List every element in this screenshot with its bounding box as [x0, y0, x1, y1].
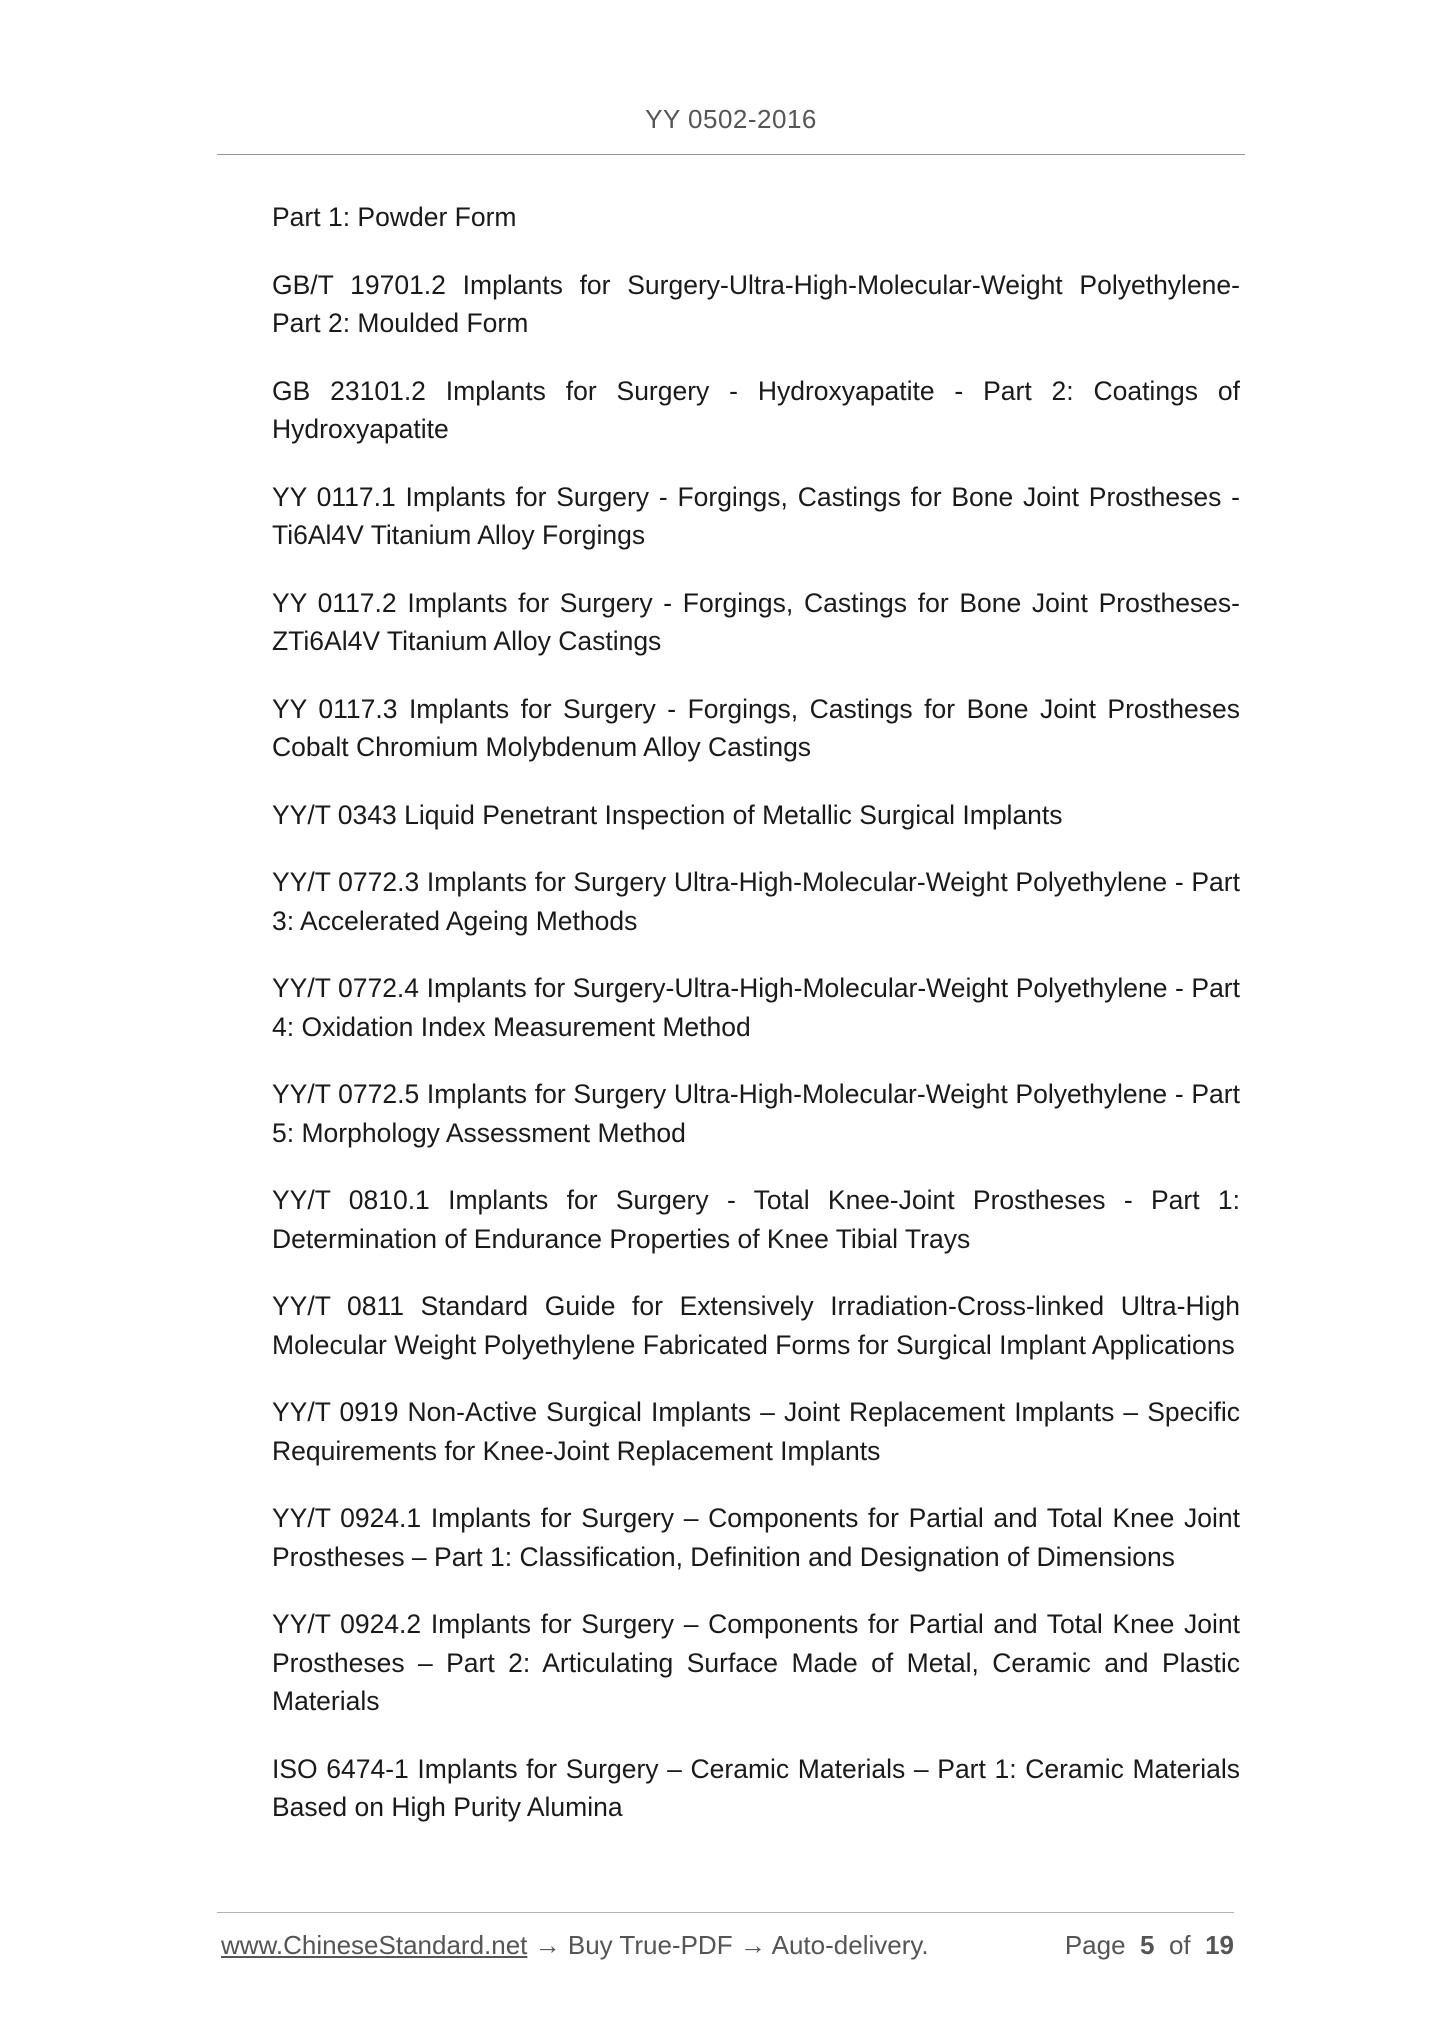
references-list: [272, 198, 1240, 1856]
current-page-number: 5: [1140, 1930, 1155, 1960]
page-indicator: [1065, 1930, 1234, 1961]
reference-item: YY 0117.2 Implants for Surgery - Forgings, Castings for Bone Joint Prostheses- ZTi6Al4V Titanium Alloy Castings: [272, 587, 1240, 656]
reference-item: YY/T 0343 Liquid Penetrant Inspection of Metallic Surgical Implants: [272, 799, 1063, 830]
buy-true-pdf-text: Buy True-PDF: [567, 1930, 733, 1960]
reference-item: YY/T 0772.3 Implants for Surgery Ultra-High-Molecular-Weight Polyethylene - Part 3: Accelerated Ageing Methods: [272, 867, 1240, 936]
page-label: Page: [1064, 1930, 1126, 1960]
total-pages-number: 19: [1205, 1930, 1234, 1960]
page-footer: [221, 1930, 1234, 1961]
footer-promo: [221, 1930, 929, 1961]
reference-item: YY/T 0772.4 Implants for Surgery-Ultra-High-Molecular-Weight Polyethylene - Part 4: Oxidation Index Measurement Method: [272, 973, 1240, 1042]
auto-delivery-text: Auto-delivery.: [771, 1930, 929, 1960]
reference-item: YY/T 0772.5 Implants for Surgery Ultra-High-Molecular-Weight Polyethylene - Part 5: Morphology Assessment Method: [272, 1079, 1240, 1148]
arrow-right-icon: →: [739, 1930, 766, 1960]
reference-item: YY/T 0919 Non-Active Surgical Implants – Joint Replacement Implants – Specific Requirements for Knee-Joint Replacement Implants: [272, 1397, 1240, 1466]
footer-divider: [217, 1912, 1234, 1913]
arrow-right-icon: →: [534, 1930, 561, 1960]
reference-item: YY 0117.1 Implants for Surgery - Forgings, Castings for Bone Joint Prostheses - Ti6Al4V Titanium Alloy Forgings: [272, 481, 1240, 550]
page-of-label: of: [1168, 1930, 1191, 1960]
reference-item: YY/T 0924.1 Implants for Surgery – Components for Partial and Total Knee Joint Prostheses – Part 1: Classification, Definition and Designation of Dimensions: [272, 1503, 1240, 1572]
reference-item: Part 1: Powder Form: [272, 202, 517, 232]
reference-item: YY 0117.3 Implants for Surgery - Forgings, Castings for Bone Joint Prostheses Cobalt Chromium Molybdenum Alloy Castings: [272, 693, 1240, 762]
reference-item: GB/T 19701.2 Implants for Surgery-Ultra-High-Molecular-Weight Polyethylene-Part 2: Moulded Form: [272, 269, 1240, 338]
page-header: [217, 104, 1245, 135]
reference-item: YY/T 0810.1 Implants for Surgery - Total Knee-Joint Prostheses - Part 1: Determination of Endurance Properties of Knee Tibial Trays: [272, 1185, 1240, 1254]
header-divider: [217, 154, 1245, 155]
reference-item: YY/T 0924.2 Implants for Surgery – Components for Partial and Total Knee Joint Prostheses – Part 2: Articulating Surface Made of Metal, Ceramic and Plastic Materials: [272, 1609, 1240, 1716]
reference-item: YY/T 0811 Standard Guide for Extensively Irradiation-Cross-linked Ultra-High Molecular Weight Polyethylene Fabricated Forms for Surgical Implant Applications: [272, 1291, 1240, 1360]
chinese-standard-link[interactable]: www.ChineseStandard.net: [221, 1930, 528, 1960]
reference-item: GB 23101.2 Implants for Surgery - Hydroxyapatite - Part 2: Coatings of Hydroxyapatite: [272, 375, 1240, 444]
document-id: YY 0502-2016: [645, 104, 817, 134]
reference-item: ISO 6474-1 Implants for Surgery – Ceramic Materials – Part 1: Ceramic Materials Based on High Purity Alumina: [272, 1753, 1240, 1822]
